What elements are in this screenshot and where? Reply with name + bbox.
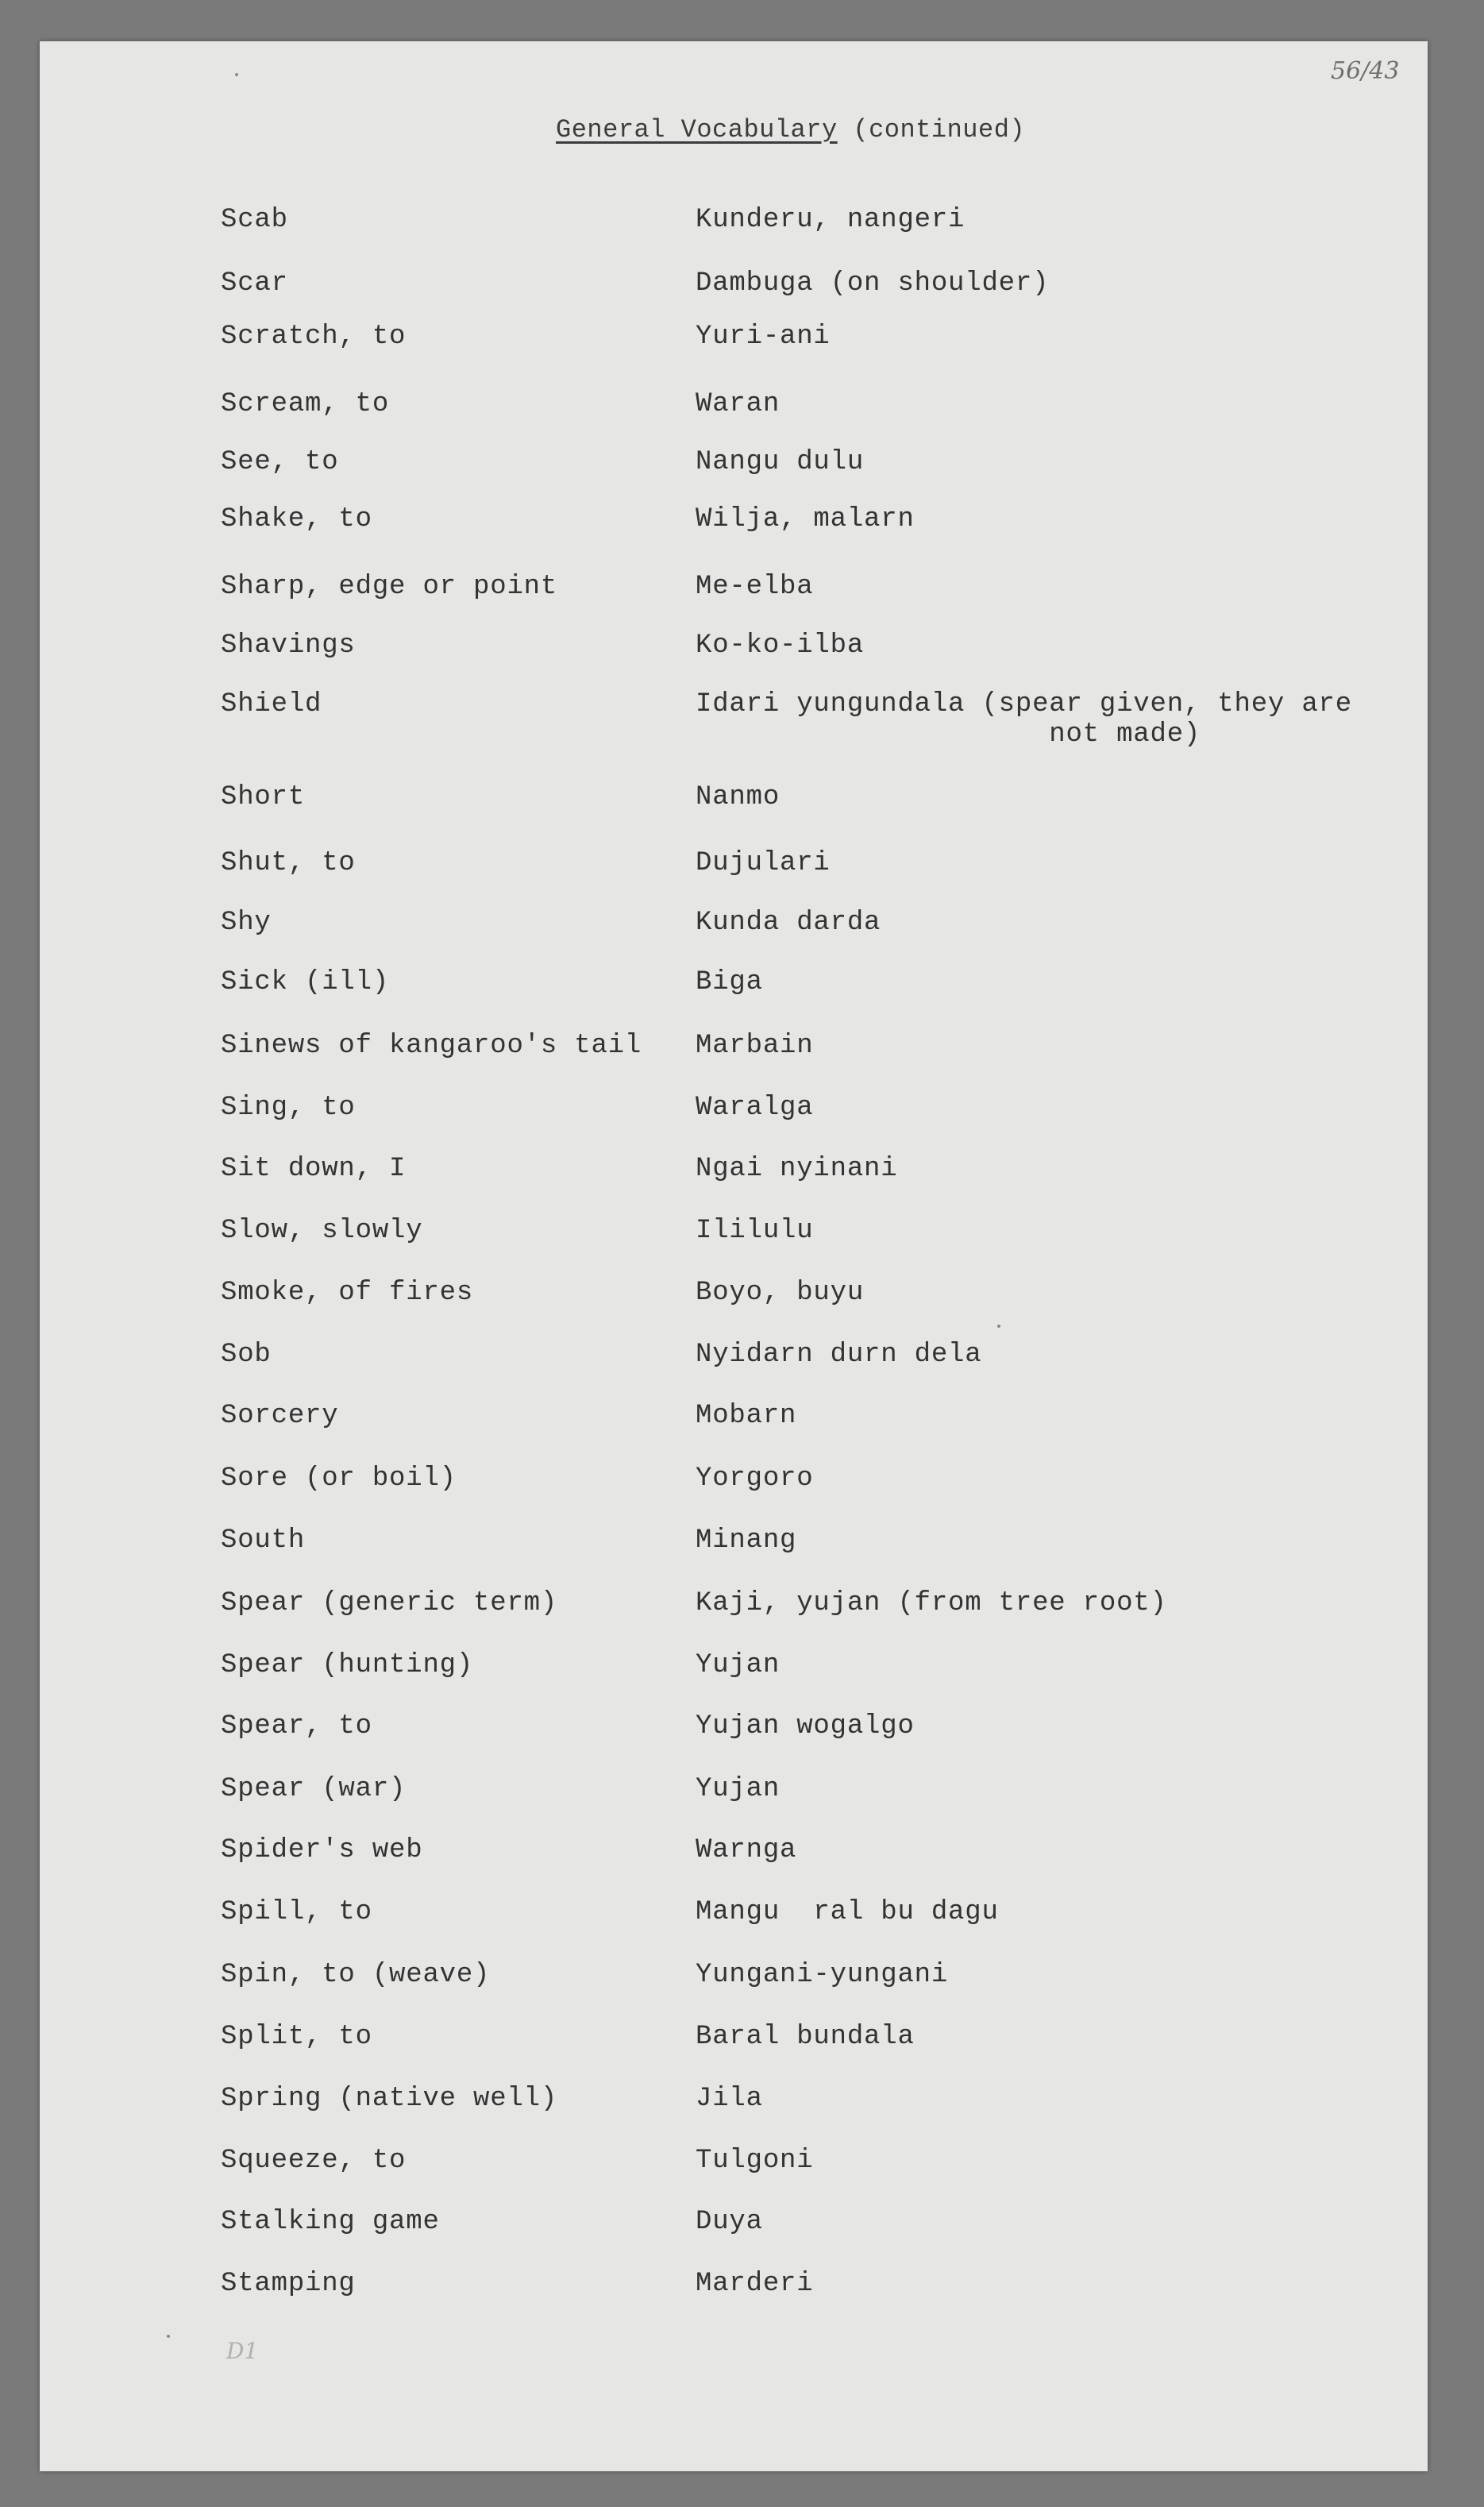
native-gloss: Biga bbox=[696, 967, 763, 997]
english-term: Shield bbox=[221, 689, 322, 719]
english-term: Sob bbox=[221, 1340, 272, 1370]
native-gloss: Idari yungundala (spear given, they are not made) bbox=[696, 689, 1352, 750]
english-term: Scream, to bbox=[221, 389, 390, 419]
english-term: Stalking game bbox=[221, 2207, 440, 2237]
heading-title: General Vocabulary bbox=[556, 115, 838, 145]
native-gloss: Nyidarn durn dela bbox=[696, 1340, 982, 1370]
native-gloss: Baral bundala bbox=[696, 2022, 915, 2052]
paper-speck bbox=[997, 1325, 1000, 1328]
page-heading bbox=[556, 115, 1025, 145]
english-term: Spin, to (weave) bbox=[221, 1960, 491, 1990]
native-gloss: Yungani-yungani bbox=[696, 1960, 949, 1990]
native-gloss: Waralga bbox=[696, 1093, 814, 1123]
english-term: Squeeze, to bbox=[221, 2146, 407, 2176]
native-gloss: Waran bbox=[696, 389, 781, 419]
native-gloss: Marderi bbox=[696, 2269, 814, 2299]
english-term: Sharp, edge or point bbox=[221, 572, 558, 602]
english-term: Stamping bbox=[221, 2269, 356, 2299]
english-term: Scratch, to bbox=[221, 322, 407, 352]
english-term: Short bbox=[221, 782, 306, 812]
native-gloss: Jila bbox=[696, 2084, 763, 2114]
english-term: Spring (native well) bbox=[221, 2084, 558, 2114]
english-term: Spear (generic term) bbox=[221, 1588, 558, 1618]
english-term: Spill, to bbox=[221, 1897, 372, 1927]
footer-mark: D1 bbox=[226, 2338, 259, 2364]
english-term: Spear, to bbox=[221, 1711, 372, 1741]
native-gloss: Kunderu, nangeri bbox=[696, 205, 966, 235]
native-gloss: Yujan wogalgo bbox=[696, 1711, 915, 1741]
native-gloss: Minang bbox=[696, 1525, 797, 1556]
native-gloss: Ngai nyinani bbox=[696, 1154, 898, 1184]
english-term: Split, to bbox=[221, 2022, 372, 2052]
native-gloss: Yorgoro bbox=[696, 1464, 814, 1494]
english-term: Shut, to bbox=[221, 848, 356, 878]
native-gloss: Nanmo bbox=[696, 782, 781, 812]
native-gloss: Wilja, malarn bbox=[696, 504, 915, 534]
english-term: Spear (war) bbox=[221, 1774, 407, 1804]
english-term: Sorcery bbox=[221, 1401, 339, 1431]
english-term: Smoke, of fires bbox=[221, 1278, 474, 1308]
native-gloss: Yuri-ani bbox=[696, 322, 831, 352]
native-gloss: Ililulu bbox=[696, 1216, 814, 1246]
paper-speck bbox=[167, 2335, 170, 2338]
native-gloss: Duya bbox=[696, 2207, 763, 2237]
native-gloss: Dambuga (on shoulder) bbox=[696, 268, 1050, 299]
english-term: Sit down, I bbox=[221, 1154, 407, 1184]
native-gloss: Dujulari bbox=[696, 848, 831, 878]
english-term: Shavings bbox=[221, 631, 356, 661]
native-gloss: Marbain bbox=[696, 1031, 814, 1061]
english-term: Scar bbox=[221, 268, 288, 299]
native-gloss: Ko-ko-ilba bbox=[696, 631, 865, 661]
native-gloss: Mangu ral bu dagu bbox=[696, 1897, 999, 1927]
english-term: See, to bbox=[221, 447, 339, 477]
english-term: Spider's web bbox=[221, 1835, 423, 1865]
native-gloss: Kunda darda bbox=[696, 908, 881, 938]
native-gloss: Kaji, yujan (from tree root) bbox=[696, 1588, 1167, 1618]
english-term: Sinews of kangaroo's tail bbox=[221, 1031, 642, 1061]
folio-number: 56/43 bbox=[1331, 57, 1400, 85]
native-gloss: Mobarn bbox=[696, 1401, 797, 1431]
native-gloss: Warnga bbox=[696, 1835, 797, 1865]
english-term: Shake, to bbox=[221, 504, 372, 534]
native-gloss: Yujan bbox=[696, 1774, 781, 1804]
english-term: Sing, to bbox=[221, 1093, 356, 1123]
native-gloss: Tulgoni bbox=[696, 2146, 814, 2176]
native-gloss: Nangu dulu bbox=[696, 447, 865, 477]
english-term: Spear (hunting) bbox=[221, 1650, 474, 1680]
heading-suffix: (continued) bbox=[837, 115, 1026, 145]
native-gloss: Boyo, buyu bbox=[696, 1278, 865, 1308]
english-term: South bbox=[221, 1525, 306, 1556]
native-gloss: Me-elba bbox=[696, 572, 814, 602]
english-term: Sick (ill) bbox=[221, 967, 390, 997]
english-term: Slow, slowly bbox=[221, 1216, 423, 1246]
native-gloss: Yujan bbox=[696, 1650, 781, 1680]
english-term: Scab bbox=[221, 205, 288, 235]
paper-speck bbox=[235, 73, 238, 76]
english-term: Shy bbox=[221, 908, 272, 938]
english-term: Sore (or boil) bbox=[221, 1464, 457, 1494]
